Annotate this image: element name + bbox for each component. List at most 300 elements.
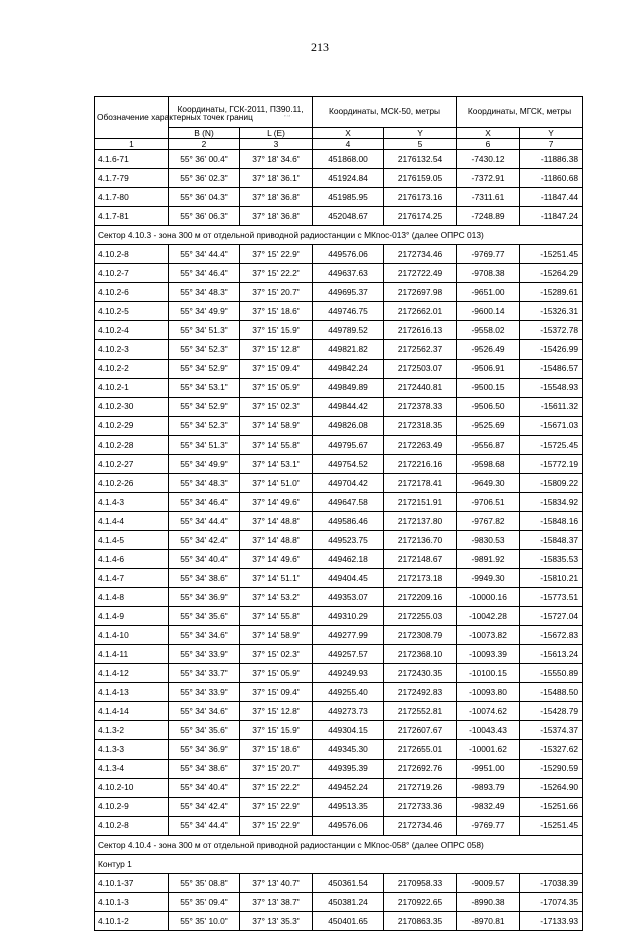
gsk-l-cell: 37° 15' 15.9" [240,721,313,740]
gsk-b-cell: 55° 34' 42.4" [169,797,240,816]
table-row [95,569,583,588]
table-row [95,816,583,835]
mgsk-y-cell: -15289.61 [520,283,583,302]
mgsk-x-cell: -8990.38 [457,892,520,911]
point-id-cell: 4.10.2-30 [95,397,169,416]
table-row [95,702,583,721]
table-row [95,188,583,207]
mgsk-y-cell: -15848.16 [520,511,583,530]
point-id-cell: 4.1.7-81 [95,207,169,226]
gsk-l-cell: 37° 15' 15.9" [240,321,313,340]
msk-y-cell: 2172697.98 [384,283,457,302]
msk-y-cell: 2172368.10 [384,645,457,664]
mgsk-x-cell: -10073.82 [457,626,520,645]
gsk-b-cell: 55° 34' 34.6" [169,702,240,721]
header-gsk-b: B (N) [169,128,240,139]
table-row [95,435,583,454]
column-number: 4 [313,139,384,150]
point-id-cell: 4.1.4-8 [95,588,169,607]
gsk-l-cell: 37° 15' 18.6" [240,302,313,321]
msk-x-cell: 449523.75 [313,530,384,549]
gsk-l-cell: 37° 14' 51.1" [240,569,313,588]
table-row [95,645,583,664]
msk-y-cell: 2172616.13 [384,321,457,340]
mgsk-y-cell: -15613.24 [520,645,583,664]
msk-y-cell: 2176173.16 [384,188,457,207]
gsk-b-cell: 55° 35' 08.8" [169,873,240,892]
point-id-cell: 4.10.2-28 [95,435,169,454]
mgsk-y-cell: -11860.68 [520,169,583,188]
point-id-cell: 4.1.7-79 [95,169,169,188]
mgsk-x-cell: -9708.38 [457,264,520,283]
mgsk-x-cell: -9951.00 [457,759,520,778]
mgsk-y-cell: -15372.78 [520,321,583,340]
gsk-b-cell: 55° 34' 40.4" [169,778,240,797]
point-id-cell: 4.10.2-6 [95,283,169,302]
msk-x-cell: 449513.35 [313,797,384,816]
msk-x-cell: 449255.40 [313,683,384,702]
mgsk-x-cell: -9525.69 [457,416,520,435]
table-row [95,588,583,607]
msk-x-cell: 449277.99 [313,626,384,645]
mgsk-y-cell: -15671.03 [520,416,583,435]
mgsk-y-cell: -11847.24 [520,207,583,226]
gsk-b-cell: 55° 34' 35.6" [169,607,240,626]
gsk-b-cell: 55° 34' 38.6" [169,569,240,588]
msk-x-cell: 449647.58 [313,492,384,511]
mgsk-y-cell: -15727.04 [520,607,583,626]
point-id-cell: 4.10.2-9 [95,797,169,816]
header-mgsk-x: X [457,128,520,139]
msk-x-cell: 449821.82 [313,340,384,359]
section-title: Контур 1 [95,854,583,873]
gsk-l-cell: 37° 13' 40.7" [240,873,313,892]
section-title: Сектор 4.10.4 - зона 300 м от отдельной приводной радиостанции с МКпос-058° (далее ОПРС 058) [95,835,583,854]
gsk-l-cell: 37° 14' 55.8" [240,607,313,626]
gsk-l-cell: 37° 15' 20.7" [240,283,313,302]
gsk-l-cell: 37° 14' 51.0" [240,473,313,492]
gsk-l-cell: 37° 13' 35.3" [240,911,313,930]
table-row [95,530,583,549]
table-row [95,397,583,416]
msk-y-cell: 2172607.67 [384,721,457,740]
mgsk-y-cell: -15773.51 [520,588,583,607]
mgsk-y-cell: -15326.31 [520,302,583,321]
msk-y-cell: 2172137.80 [384,511,457,530]
mgsk-x-cell: -10074.62 [457,702,520,721]
mgsk-y-cell: -15725.45 [520,435,583,454]
msk-x-cell: 449576.06 [313,245,384,264]
gsk-b-cell: 55° 34' 40.4" [169,549,240,568]
table-row [95,607,583,626]
msk-y-cell: 2172662.01 [384,302,457,321]
mgsk-y-cell: -15548.93 [520,378,583,397]
gsk-l-cell: 37° 14' 58.9" [240,626,313,645]
point-id-cell: 4.1.3-4 [95,759,169,778]
msk-y-cell: 2172151.91 [384,492,457,511]
gsk-b-cell: 55° 34' 52.9" [169,359,240,378]
point-id-cell: 4.1.3-2 [95,721,169,740]
table-row [95,416,583,435]
point-id-cell: 4.10.2-4 [95,321,169,340]
gsk-l-cell: 37° 15' 02.3" [240,645,313,664]
msk-x-cell: 449704.42 [313,473,384,492]
msk-x-cell: 449844.42 [313,397,384,416]
mgsk-y-cell: -15264.29 [520,264,583,283]
mgsk-x-cell: -9500.15 [457,378,520,397]
point-id-cell: 4.10.2-26 [95,473,169,492]
point-id-cell: 4.10.1-37 [95,873,169,892]
gsk-b-cell: 55° 34' 44.4" [169,511,240,530]
msk-x-cell: 450361.54 [313,873,384,892]
mgsk-x-cell: -9830.53 [457,530,520,549]
msk-x-cell: 449849.89 [313,378,384,397]
table-row [95,359,583,378]
header-point-designation: Обозначение характерных точек границ [95,97,169,139]
point-id-cell: 4.10.1-2 [95,911,169,930]
mgsk-y-cell: -15251.45 [520,245,583,264]
mgsk-x-cell: -10042.28 [457,607,520,626]
mgsk-x-cell: -9506.50 [457,397,520,416]
msk-x-cell: 451985.95 [313,188,384,207]
header-msk-y: Y [384,128,457,139]
gsk-l-cell: 37° 14' 53.2" [240,588,313,607]
table-row [95,740,583,759]
column-number: 3 [240,139,313,150]
point-id-cell: 4.1.4-9 [95,607,169,626]
gsk-b-cell: 55° 34' 48.3" [169,283,240,302]
table-row [95,245,583,264]
msk-y-cell: 2172136.70 [384,530,457,549]
gsk-b-cell: 55° 34' 38.6" [169,759,240,778]
gsk-b-cell: 55° 34' 33.7" [169,664,240,683]
gsk-b-cell: 55° 34' 44.4" [169,245,240,264]
table-row [95,207,583,226]
mgsk-x-cell: -9649.30 [457,473,520,492]
table-row [95,892,583,911]
point-id-cell: 4.10.2-1 [95,378,169,397]
gsk-l-cell: 37° 14' 49.6" [240,549,313,568]
mgsk-x-cell: -9893.79 [457,778,520,797]
table-row [95,454,583,473]
mgsk-x-cell: -8970.81 [457,911,520,930]
gsk-l-cell: 37° 15' 22.9" [240,816,313,835]
column-number: 1 [95,139,169,150]
msk-x-cell: 449345.30 [313,740,384,759]
msk-y-cell: 2172722.49 [384,264,457,283]
gsk-b-cell: 55° 34' 46.4" [169,492,240,511]
gsk-l-cell: 37° 14' 58.9" [240,416,313,435]
table-row [95,626,583,645]
msk-x-cell: 449795.67 [313,435,384,454]
mgsk-y-cell: -15486.57 [520,359,583,378]
point-id-cell: 4.10.2-5 [95,302,169,321]
msk-y-cell: 2172503.07 [384,359,457,378]
point-id-cell: 4.1.4-7 [95,569,169,588]
mgsk-y-cell: -15488.50 [520,683,583,702]
msk-y-cell: 2172209.16 [384,588,457,607]
table-row [95,283,583,302]
table-row [95,721,583,740]
mgsk-x-cell: -7311.61 [457,188,520,207]
mgsk-y-cell: -15251.66 [520,797,583,816]
mgsk-x-cell: -9769.77 [457,245,520,264]
gsk-l-cell: 37° 18' 36.1" [240,169,313,188]
mgsk-x-cell: -9767.82 [457,511,520,530]
msk-y-cell: 2172216.16 [384,454,457,473]
table-row [95,150,583,169]
gsk-b-cell: 55° 34' 36.9" [169,740,240,759]
table-row [95,549,583,568]
gsk-b-cell: 55° 34' 33.9" [169,683,240,702]
mgsk-x-cell: -10100.15 [457,664,520,683]
mgsk-x-cell: -9891.92 [457,549,520,568]
header-mgsk-group: Координаты, МГСК, метры [457,97,583,128]
msk-x-cell: 449257.57 [313,645,384,664]
table-row [95,169,583,188]
mgsk-y-cell: -15810.21 [520,569,583,588]
msk-x-cell: 449304.15 [313,721,384,740]
point-id-cell: 4.1.4-14 [95,702,169,721]
mgsk-x-cell: -10000.16 [457,588,520,607]
mgsk-y-cell: -17038.39 [520,873,583,892]
table-row [95,378,583,397]
gsk-l-cell: 37° 15' 12.8" [240,340,313,359]
point-id-cell: 4.10.2-2 [95,359,169,378]
header-gsk-l: L (E) [240,128,313,139]
msk-y-cell: 2172440.81 [384,378,457,397]
table-row [95,759,583,778]
gsk-b-cell: 55° 34' 51.3" [169,321,240,340]
msk-y-cell: 2170863.35 [384,911,457,930]
mgsk-x-cell: -7248.89 [457,207,520,226]
gsk-b-cell: 55° 34' 52.3" [169,416,240,435]
mgsk-y-cell: -15264.90 [520,778,583,797]
msk-x-cell: 450381.24 [313,892,384,911]
mgsk-x-cell: -9556.87 [457,435,520,454]
msk-x-cell: 450401.65 [313,911,384,930]
table-row [95,264,583,283]
point-id-cell: 4.1.4-5 [95,530,169,549]
point-id-cell: 4.1.4-12 [95,664,169,683]
msk-x-cell: 449462.18 [313,549,384,568]
section-title: Сектор 4.10.3 - зона 300 м от отдельной приводной радиостанции с МКпос-013° (далее ОПРС 013) [95,226,583,245]
gsk-b-cell: 55° 34' 52.9" [169,397,240,416]
point-id-cell: 4.1.3-3 [95,740,169,759]
point-id-cell: 4.1.6-71 [95,150,169,169]
gsk-l-cell: 37° 15' 22.9" [240,245,313,264]
mgsk-y-cell: -11847.44 [520,188,583,207]
gsk-l-cell: 37° 15' 02.3" [240,397,313,416]
point-id-cell: 4.1.4-6 [95,549,169,568]
mgsk-y-cell: -15428.79 [520,702,583,721]
mgsk-x-cell: -9769.77 [457,816,520,835]
msk-y-cell: 2172255.03 [384,607,457,626]
gsk-b-cell: 55° 34' 49.9" [169,302,240,321]
msk-x-cell: 449754.52 [313,454,384,473]
mgsk-y-cell: -15550.89 [520,664,583,683]
msk-x-cell: 451868.00 [313,150,384,169]
gsk-l-cell: 37° 18' 34.6" [240,150,313,169]
table-row [95,492,583,511]
column-number: 5 [384,139,457,150]
gsk-l-cell: 37° 14' 48.8" [240,530,313,549]
gsk-l-cell: 37° 14' 49.6" [240,492,313,511]
mgsk-x-cell: -9832.49 [457,797,520,816]
gsk-l-cell: 37° 15' 12.8" [240,702,313,721]
mgsk-y-cell: -11886.38 [520,150,583,169]
gsk-b-cell: 55° 34' 48.3" [169,473,240,492]
mgsk-y-cell: -15251.45 [520,816,583,835]
point-id-cell: 4.10.2-10 [95,778,169,797]
gsk-b-cell: 55° 34' 49.9" [169,454,240,473]
msk-x-cell: 449310.29 [313,607,384,626]
point-id-cell: 4.1.4-3 [95,492,169,511]
msk-x-cell: 451924.84 [313,169,384,188]
gsk-l-cell: 37° 15' 18.6" [240,740,313,759]
mgsk-x-cell: -10001.62 [457,740,520,759]
msk-x-cell: 449842.24 [313,359,384,378]
gsk-b-cell: 55° 35' 09.4" [169,892,240,911]
table-body [95,150,583,931]
gsk-b-cell: 55° 34' 33.9" [169,645,240,664]
table-row [95,511,583,530]
gsk-l-cell: 37° 14' 48.8" [240,511,313,530]
msk-x-cell: 449404.45 [313,569,384,588]
gsk-b-cell: 55° 34' 51.3" [169,435,240,454]
mgsk-y-cell: -15327.62 [520,740,583,759]
point-id-cell: 4.10.2-3 [95,340,169,359]
msk-y-cell: 2172148.67 [384,549,457,568]
table-row [95,321,583,340]
mgsk-y-cell: -15809.22 [520,473,583,492]
header-gsk-group: Координаты, ГСК-2011, ПЗ90.11, ° ′ ″ [169,97,313,128]
table-row [95,778,583,797]
msk-x-cell: 452048.67 [313,207,384,226]
column-number: 6 [457,139,520,150]
mgsk-x-cell: -10043.43 [457,721,520,740]
mgsk-y-cell: -15611.32 [520,397,583,416]
msk-x-cell: 449746.75 [313,302,384,321]
gsk-l-cell: 37° 14' 55.8" [240,435,313,454]
header-msk-x: X [313,128,384,139]
msk-y-cell: 2172263.49 [384,435,457,454]
point-id-cell: 4.1.4-11 [95,645,169,664]
point-id-cell: 4.10.2-27 [95,454,169,473]
table-row [95,302,583,321]
point-id-cell: 4.10.1-3 [95,892,169,911]
column-number: 2 [169,139,240,150]
coordinates-table [94,96,583,931]
gsk-b-cell: 55° 36' 06.3" [169,207,240,226]
msk-y-cell: 2170958.33 [384,873,457,892]
column-number: 7 [520,139,583,150]
gsk-b-cell: 55° 34' 46.4" [169,264,240,283]
mgsk-x-cell: -9949.30 [457,569,520,588]
msk-y-cell: 2172719.26 [384,778,457,797]
msk-y-cell: 2172552.81 [384,702,457,721]
mgsk-y-cell: -15834.92 [520,492,583,511]
mgsk-x-cell: -10093.80 [457,683,520,702]
mgsk-x-cell: -9706.51 [457,492,520,511]
msk-y-cell: 2172734.46 [384,816,457,835]
header-gsk-units-note: ° ′ ″ [284,113,291,119]
gsk-b-cell: 55° 36' 04.3" [169,188,240,207]
gsk-b-cell: 55° 36' 00.4" [169,150,240,169]
mgsk-x-cell: -9651.00 [457,283,520,302]
msk-y-cell: 2172655.01 [384,740,457,759]
mgsk-x-cell: -9600.14 [457,302,520,321]
mgsk-x-cell: -10093.39 [457,645,520,664]
gsk-b-cell: 55° 36' 02.3" [169,169,240,188]
mgsk-x-cell: -9526.49 [457,340,520,359]
mgsk-y-cell: -15772.19 [520,454,583,473]
msk-x-cell: 449586.46 [313,511,384,530]
point-id-cell: 4.1.4-4 [95,511,169,530]
mgsk-y-cell: -17133.93 [520,911,583,930]
mgsk-y-cell: -15426.99 [520,340,583,359]
mgsk-x-cell: -9506.91 [457,359,520,378]
table-row [95,340,583,359]
header-mgsk-y: Y [520,128,583,139]
gsk-l-cell: 37° 15' 22.2" [240,264,313,283]
gsk-l-cell: 37° 18' 36.8" [240,188,313,207]
point-id-cell: 4.1.4-10 [95,626,169,645]
mgsk-y-cell: -15374.37 [520,721,583,740]
msk-y-cell: 2176174.25 [384,207,457,226]
section-row [95,854,583,873]
gsk-b-cell: 55° 34' 44.4" [169,816,240,835]
table-row [95,683,583,702]
mgsk-x-cell: -7372.91 [457,169,520,188]
msk-y-cell: 2172308.79 [384,626,457,645]
table-row [95,797,583,816]
gsk-l-cell: 37° 15' 22.9" [240,797,313,816]
gsk-b-cell: 55° 34' 36.9" [169,588,240,607]
gsk-l-cell: 37° 15' 20.7" [240,759,313,778]
msk-x-cell: 449353.07 [313,588,384,607]
msk-y-cell: 2170922.65 [384,892,457,911]
mgsk-y-cell: -15290.59 [520,759,583,778]
msk-x-cell: 449789.52 [313,321,384,340]
gsk-l-cell: 37° 18' 36.8" [240,207,313,226]
table-row [95,911,583,930]
point-id-cell: 4.10.2-7 [95,264,169,283]
mgsk-y-cell: -15848.37 [520,530,583,549]
gsk-b-cell: 55° 34' 52.3" [169,340,240,359]
msk-x-cell: 449637.63 [313,264,384,283]
gsk-b-cell: 55° 35' 10.0" [169,911,240,930]
gsk-b-cell: 55° 34' 34.6" [169,626,240,645]
mgsk-x-cell: -9598.68 [457,454,520,473]
gsk-l-cell: 37° 14' 53.1" [240,454,313,473]
msk-y-cell: 2176159.05 [384,169,457,188]
gsk-l-cell: 37° 15' 22.2" [240,778,313,797]
msk-x-cell: 449395.39 [313,759,384,778]
mgsk-x-cell: -9558.02 [457,321,520,340]
msk-y-cell: 2172733.36 [384,797,457,816]
point-id-cell: 4.1.7-80 [95,188,169,207]
msk-x-cell: 449273.73 [313,702,384,721]
mgsk-x-cell: -9009.57 [457,873,520,892]
gsk-b-cell: 55° 34' 53.1" [169,378,240,397]
msk-x-cell: 449826.08 [313,416,384,435]
gsk-l-cell: 37° 15' 09.4" [240,359,313,378]
gsk-l-cell: 37° 15' 09.4" [240,683,313,702]
header-msk-group: Координаты, МСК-50, метры [313,97,457,128]
mgsk-y-cell: -15672.83 [520,626,583,645]
point-id-cell: 4.10.2-8 [95,245,169,264]
